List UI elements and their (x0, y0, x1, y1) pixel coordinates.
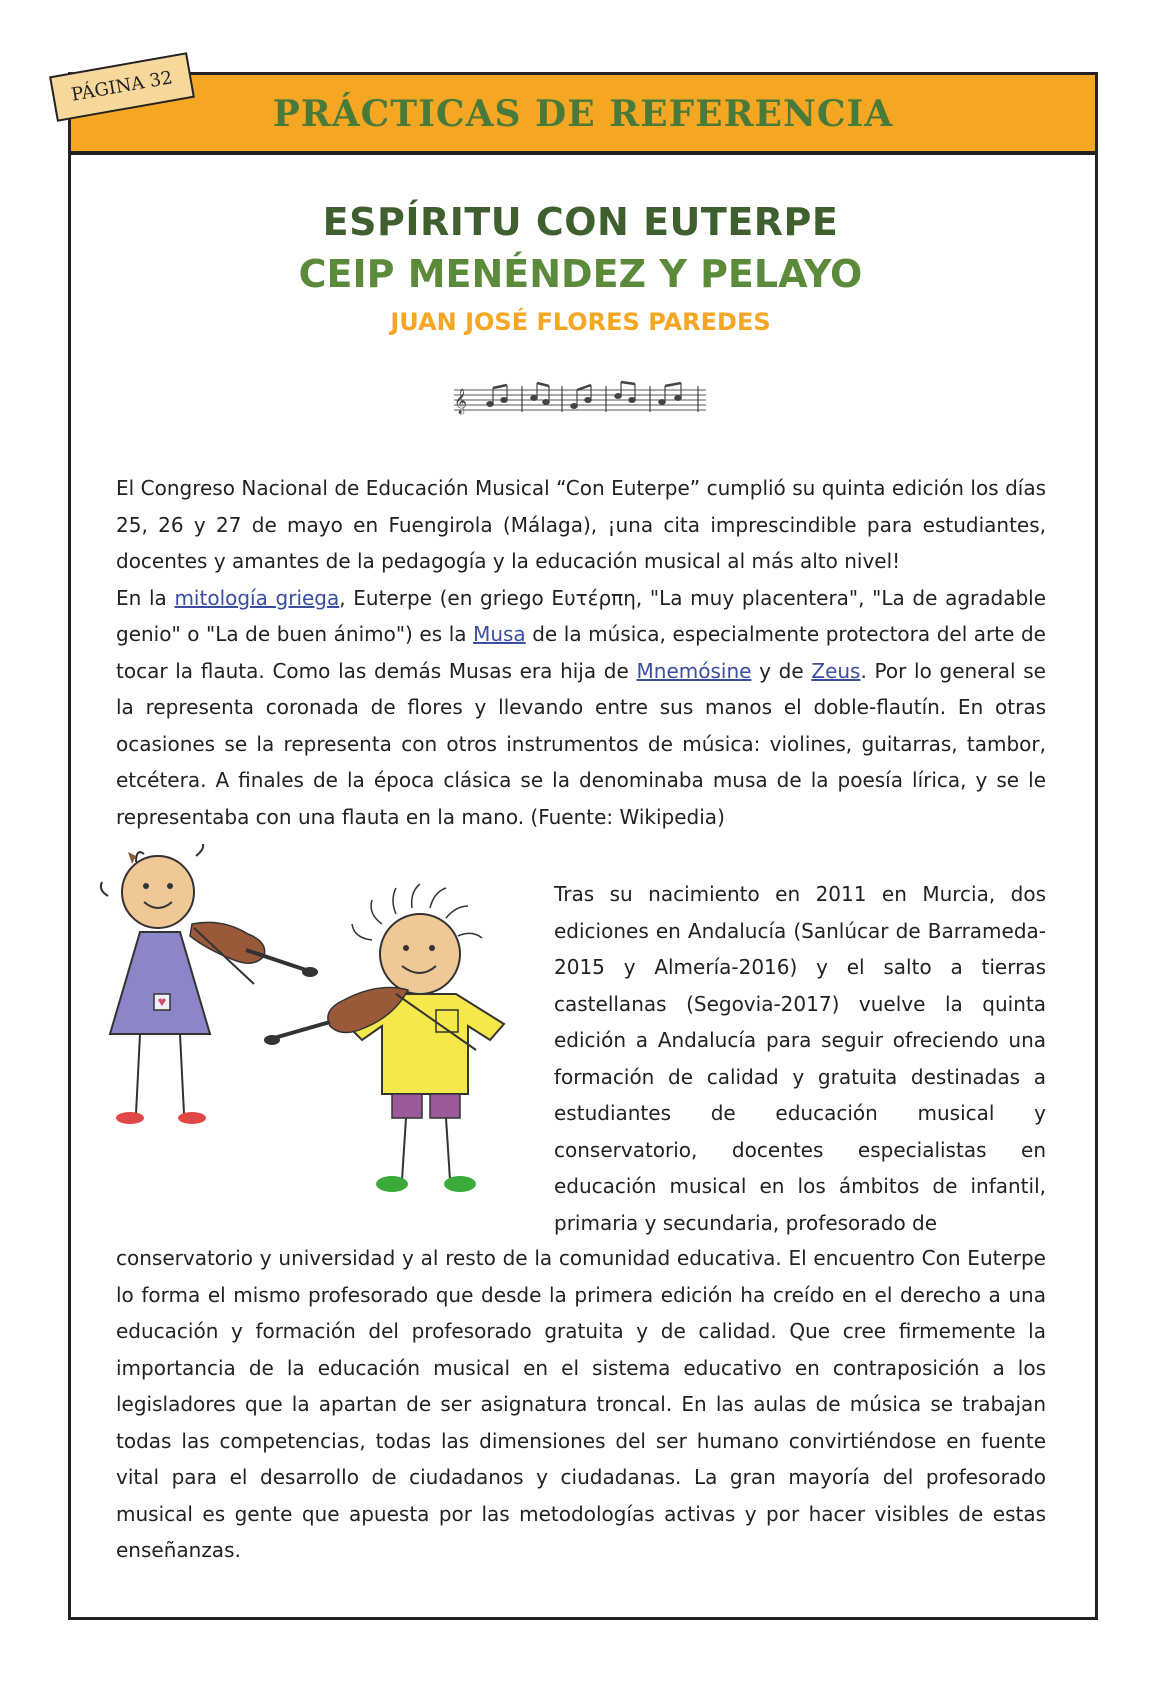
section-banner (68, 72, 1098, 154)
myth-text-5: . Por lo general se la representa coronada de flores y llevando entre sus manos el doble-flautín. En otras ocasiones se la representa con otros instrumentos de música: violines, guitarras, tambor, etcétera. A finales de la época clásica se la denominaba musa de la poesía lírica, y se le representaba con una flauta en la mano. (Fuente: Wikipedia) (116, 658, 1046, 829)
myth-text-4: y de (751, 658, 812, 683)
myth-text-1: En la (116, 585, 175, 610)
link-mitologia-griega[interactable]: mitología griega (174, 585, 340, 610)
article-title: ESPÍRITU CON EUTERPE (322, 200, 839, 244)
music-staff-icon (450, 380, 710, 416)
link-mnemosine[interactable]: Mnemósine (636, 658, 752, 683)
article-author: JUAN JOSÉ FLORES PAREDES (390, 308, 771, 336)
link-zeus[interactable]: Zeus (811, 658, 861, 683)
girl-figure (101, 844, 318, 1124)
article-subtitle: CEIP MENÉNDEZ Y PELAYO (298, 252, 863, 296)
page-number-stamp: PÁGINA 32 (49, 52, 195, 122)
banner-title: PRÁCTICAS DE REFERENCIA (272, 93, 894, 135)
myth-text-2: , Euterpe (en griego Ευτέρπη, "La muy placentera", "La de agradable genio" o "La de buen ánimo") es la (116, 585, 1047, 646)
children-violin-illustration (96, 844, 536, 1224)
intro-paragraph (116, 470, 1046, 835)
link-musa[interactable]: Musa (473, 622, 526, 646)
side-paragraph: Tras su nacimiento en 2011 en Murcia, dos ediciones en Andalucía (Sanlúcar de Barrameda-2015 y Almería-2016) y el salto a tierras castellanas (Segovia-2017) vuelve la quinta edición a Andalucía para seguir ofreciendo una formación de calidad y gratuita destinadas a estudiantes de educación musical y conservatorio, docentes especialistas en educación musical en los ámbitos de infantil, primaria y secundaria, profesorado de (554, 882, 1046, 1235)
myth-text-3: de la música, especialmente protectora del arte de tocar la flauta. Como las demás Musas era hija de (116, 622, 1046, 683)
intro-text: El Congreso Nacional de Educación Musical “Con Euterpe” cumplió su quinta edición los días 25, 26 y 27 de mayo en Fuengirola (Málaga), ¡una cita imprescindible para estudiantes, docentes y amantes de la pedagogía y la educación musical al más alto nivel! (116, 476, 1046, 573)
boy-figure (264, 884, 504, 1192)
bottom-paragraph: conservatorio y universidad y al resto de la comunidad educativa. El encuentro Con Euterpe lo forma el mismo profesorado que desde la primera edición ha creído en el derecho a una educación y formación del profesorado gratuita y de calidad. Que cree firmemente la importancia de la educación musical en el sistema educativo en contraposición a los legisladores que la apartan de ser asignatura troncal. En las aulas de música se trabajan todas las competencias, todas las dimensiones del ser humano convirtiéndose en fuente vital para el desarrollo de ciudadanos y ciudadanas. La gran mayoría del profesorado musical es gente que apuesta por las metodologías activas y por hacer visibles de estas enseñanzas. (116, 1246, 1046, 1562)
svg-text:𝄞: 𝄞 (454, 389, 468, 414)
